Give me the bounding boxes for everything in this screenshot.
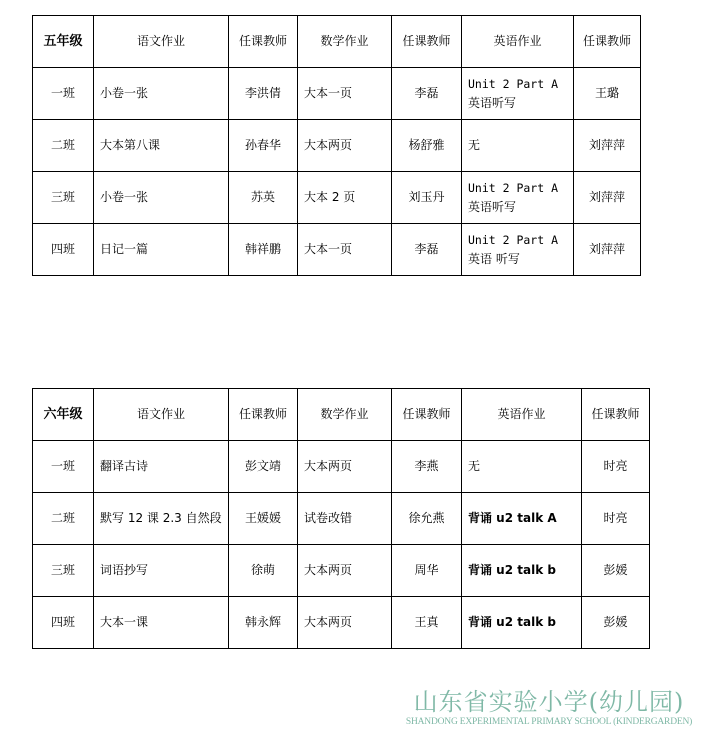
- math-hw: 大本两页: [298, 545, 392, 597]
- english-hw: 背诵 u2 talk b: [462, 597, 582, 649]
- math-hw: 大本一页: [298, 68, 392, 120]
- chinese-hw: 小卷一张: [94, 172, 229, 224]
- math-teacher: 王真: [392, 597, 462, 649]
- english-hw-line1: Unit 2 Part A: [468, 76, 559, 91]
- chinese-hw: 翻译古诗: [94, 441, 229, 493]
- table-row: [33, 224, 641, 276]
- math-teacher: 李燕: [392, 441, 462, 493]
- chinese-teacher: 韩永辉: [229, 597, 298, 649]
- school-name-cn: 山东省实验小学(幼儿园): [413, 688, 685, 716]
- math-teacher: 徐允燕: [392, 493, 462, 545]
- class-name: 三班: [33, 545, 94, 597]
- grade5-homework-table: [32, 15, 641, 276]
- math-hw: 大本两页: [298, 120, 392, 172]
- english-teacher: 彭媛: [582, 545, 650, 597]
- class-name: 四班: [33, 224, 94, 276]
- class-name: 一班: [33, 441, 94, 493]
- chinese-hw: 大本第八课: [94, 120, 229, 172]
- english-hw-line2: 英语 听写: [468, 251, 520, 266]
- grade-label: 五年级: [33, 16, 94, 68]
- english-hw: [462, 68, 574, 120]
- chinese-teacher: 李洪倩: [229, 68, 298, 120]
- table-header-row: [33, 16, 641, 68]
- class-name: 四班: [33, 597, 94, 649]
- math-hw: 大本两页: [298, 441, 392, 493]
- english-hw-line2: 英语听写: [468, 95, 517, 110]
- table-row: [33, 120, 641, 172]
- school-name-en: SHANDONG EXPERIMENTAL PRIMARY SCHOOL (KINDERGARDEN): [405, 717, 693, 727]
- header-chinese-teacher: 任课教师: [229, 16, 298, 68]
- english-teacher: 彭媛: [582, 597, 650, 649]
- header-english-teacher: 任课教师: [582, 389, 650, 441]
- grade-label: 六年级: [33, 389, 94, 441]
- table-row: [33, 493, 650, 545]
- table-row: [33, 441, 650, 493]
- chinese-teacher: 王媛媛: [229, 493, 298, 545]
- english-hw-line1: Unit 2 Part A: [468, 232, 559, 247]
- header-math-teacher: 任课教师: [392, 389, 462, 441]
- table-row: [33, 68, 641, 120]
- class-name: 二班: [33, 120, 94, 172]
- header-chinese-hw: 语文作业: [94, 389, 229, 441]
- english-hw: 无: [462, 120, 574, 172]
- english-hw-line1: Unit 2 Part A: [468, 180, 559, 195]
- math-teacher: 杨舒雅: [392, 120, 462, 172]
- table-row: [33, 172, 641, 224]
- english-teacher: 王璐: [574, 68, 641, 120]
- table-header-row: [33, 389, 650, 441]
- header-english-hw: 英语作业: [462, 16, 574, 68]
- english-hw: [462, 224, 574, 276]
- chinese-teacher: 韩祥鹏: [229, 224, 298, 276]
- chinese-hw: 词语抄写: [94, 545, 229, 597]
- chinese-hw: 大本一课: [94, 597, 229, 649]
- class-name: 一班: [33, 68, 94, 120]
- header-math-teacher: 任课教师: [392, 16, 462, 68]
- english-teacher: 刘萍萍: [574, 172, 641, 224]
- chinese-teacher: 徐萌: [229, 545, 298, 597]
- english-teacher: 时亮: [582, 441, 650, 493]
- chinese-teacher: 苏英: [229, 172, 298, 224]
- header-chinese-teacher: 任课教师: [229, 389, 298, 441]
- class-name: 三班: [33, 172, 94, 224]
- math-teacher: 李磊: [392, 224, 462, 276]
- english-teacher: 刘萍萍: [574, 224, 641, 276]
- english-hw: [462, 172, 574, 224]
- english-hw: 背诵 u2 talk A: [462, 493, 582, 545]
- header-english-hw: 英语作业: [462, 389, 582, 441]
- grade6-homework-table: [32, 388, 650, 649]
- header-english-teacher: 任课教师: [574, 16, 641, 68]
- math-teacher: 刘玉丹: [392, 172, 462, 224]
- english-hw-line2: 英语听写: [468, 199, 517, 214]
- english-teacher: 刘萍萍: [574, 120, 641, 172]
- school-logo: [403, 688, 695, 728]
- chinese-hw: 日记一篇: [94, 224, 229, 276]
- header-math-hw: 数学作业: [298, 389, 392, 441]
- math-teacher: 李磊: [392, 68, 462, 120]
- header-math-hw: 数学作业: [298, 16, 392, 68]
- math-hw: 大本两页: [298, 597, 392, 649]
- table-row: [33, 597, 650, 649]
- math-hw: 大本 2 页: [298, 172, 392, 224]
- chinese-hw: 小卷一张: [94, 68, 229, 120]
- header-chinese-hw: 语文作业: [94, 16, 229, 68]
- math-hw: 大本一页: [298, 224, 392, 276]
- table-row: [33, 545, 650, 597]
- english-hw: 无: [462, 441, 582, 493]
- chinese-hw: 默写 12 课 2.3 自然段: [94, 493, 229, 545]
- english-teacher: 时亮: [582, 493, 650, 545]
- chinese-teacher: 彭文靖: [229, 441, 298, 493]
- english-hw: 背诵 u2 talk b: [462, 545, 582, 597]
- class-name: 二班: [33, 493, 94, 545]
- chinese-teacher: 孙春华: [229, 120, 298, 172]
- math-teacher: 周华: [392, 545, 462, 597]
- math-hw: 试卷改错: [298, 493, 392, 545]
